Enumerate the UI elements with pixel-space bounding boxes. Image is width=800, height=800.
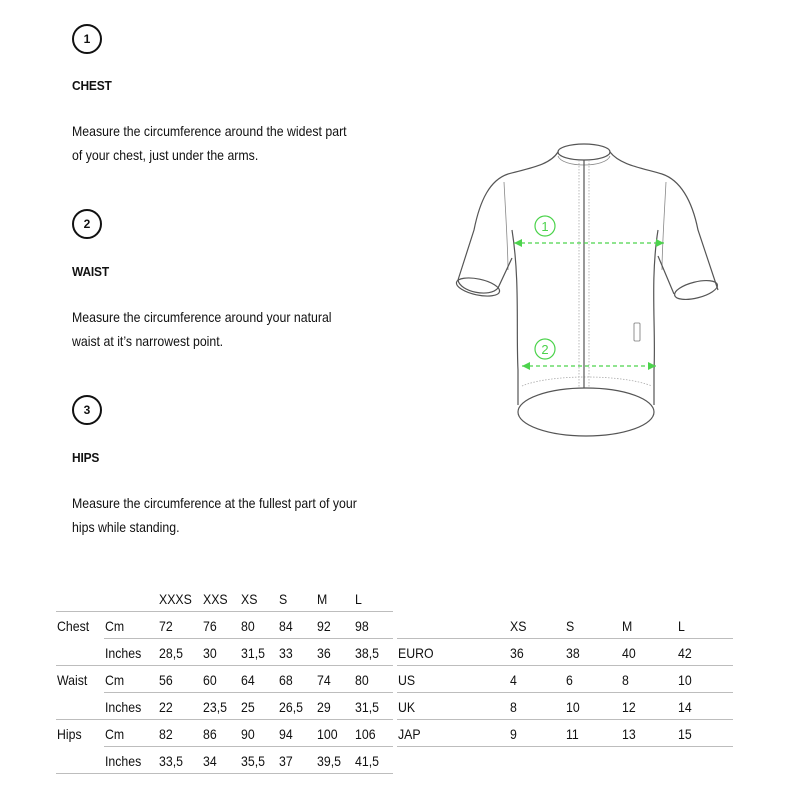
table-cell: 31,5 (355, 699, 379, 715)
col-header: L (355, 591, 362, 607)
divider (397, 638, 733, 639)
table-cell: 10 (566, 699, 580, 715)
table-cell: 4 (510, 672, 517, 688)
table-cell: 31,5 (241, 645, 265, 661)
table-cell: 26,5 (279, 699, 303, 715)
table-cell: 12 (622, 699, 636, 715)
table-cell: 33 (279, 645, 293, 661)
table-cell: 68 (279, 672, 293, 688)
col-header: S (566, 618, 575, 634)
table-cell: 82 (159, 726, 173, 742)
table-cell: 80 (355, 672, 369, 688)
step-chest (72, 24, 412, 163)
table-cell: 36 (510, 645, 524, 661)
table-cell: 76 (203, 618, 217, 634)
table-cell: 33,5 (159, 753, 183, 769)
table-cell: 28,5 (159, 645, 183, 661)
row-group-label: Hips (57, 726, 82, 742)
table-cell: 98 (355, 618, 369, 634)
table-cell: 56 (159, 672, 173, 688)
step-description-line-1: Measure the circumference around your natural (72, 309, 332, 325)
divider (397, 719, 733, 720)
divider (56, 665, 393, 666)
row-unit-label: Inches (105, 753, 142, 769)
step-description-line-1: Measure the circumference around the widest part (72, 123, 347, 139)
table-cell: 15 (678, 726, 692, 742)
table-cell: 10 (678, 672, 692, 688)
region-label: EURO (398, 645, 434, 661)
row-unit-label: Inches (105, 645, 142, 661)
table-cell: 84 (279, 618, 293, 634)
step-waist (72, 209, 412, 349)
chest-marker-label: 1 (541, 219, 549, 234)
table-cell: 40 (622, 645, 636, 661)
row-unit-label: Cm (105, 726, 125, 742)
col-header: S (279, 591, 288, 607)
divider (397, 665, 733, 666)
step-description-line-2: hips while standing. (72, 519, 180, 535)
step-description-line-2: waist at it’s narrowest point. (72, 333, 224, 349)
step-title: WAIST (72, 264, 109, 279)
table-cell: 94 (279, 726, 293, 742)
waist-marker-label: 2 (541, 342, 549, 357)
table-cell: 90 (241, 726, 255, 742)
divider (56, 611, 393, 612)
table-cell: 35,5 (241, 753, 265, 769)
table-cell: 74 (317, 672, 331, 688)
region-label: UK (398, 699, 416, 715)
table-cell: 86 (203, 726, 217, 742)
divider (104, 638, 393, 639)
step-number-badge: 1 (72, 24, 102, 54)
row-group-label: Chest (57, 618, 90, 634)
row-unit-label: Inches (105, 699, 142, 715)
col-header: L (678, 618, 685, 634)
divider (397, 746, 733, 747)
table-cell: 6 (566, 672, 573, 688)
table-cell: 36 (317, 645, 331, 661)
col-header: XS (510, 618, 527, 634)
table-cell: 39,5 (317, 753, 341, 769)
table-cell: 100 (317, 726, 338, 742)
row-unit-label: Cm (105, 672, 125, 688)
col-header: M (317, 591, 328, 607)
table-cell: 34 (203, 753, 217, 769)
row-unit-label: Cm (105, 618, 125, 634)
table-cell: 23,5 (203, 699, 227, 715)
step-title: HIPS (72, 450, 100, 465)
table-cell: 25 (241, 699, 255, 715)
table-cell: 80 (241, 618, 255, 634)
table-cell: 37 (279, 753, 293, 769)
divider (56, 719, 393, 720)
table-cell: 11 (566, 726, 579, 742)
col-header: M (622, 618, 633, 634)
step-number-badge: 2 (72, 209, 102, 239)
step-number-badge: 3 (72, 395, 102, 425)
col-header: XXS (203, 591, 228, 607)
region-label: JAP (398, 726, 421, 742)
table-cell: 8 (510, 699, 517, 715)
divider (104, 746, 393, 747)
table-cell: 38,5 (355, 645, 379, 661)
table-cell: 64 (241, 672, 255, 688)
step-title: CHEST (72, 78, 112, 93)
jersey-diagram (450, 130, 720, 450)
divider (104, 692, 393, 693)
col-header: XS (241, 591, 258, 607)
table-cell: 72 (159, 618, 173, 634)
table-cell: 22 (159, 699, 173, 715)
table-cell: 41,5 (355, 753, 379, 769)
table-cell: 60 (203, 672, 217, 688)
table-cell: 38 (566, 645, 580, 661)
step-hips (72, 395, 412, 535)
step-description-line-2: of your chest, just under the arms. (72, 147, 259, 163)
region-label: US (398, 672, 416, 688)
table-cell: 106 (355, 726, 376, 742)
table-cell: 92 (317, 618, 331, 634)
col-header: XXXS (159, 591, 192, 607)
divider (397, 692, 733, 693)
table-cell: 42 (678, 645, 692, 661)
row-group-label: Waist (57, 672, 88, 688)
table-cell: 13 (622, 726, 636, 742)
divider (56, 773, 393, 774)
table-cell: 30 (203, 645, 217, 661)
table-cell: 9 (510, 726, 517, 742)
table-cell: 8 (622, 672, 629, 688)
table-cell: 14 (678, 699, 692, 715)
table-cell: 29 (317, 699, 331, 715)
step-description-line-1: Measure the circumference at the fullest part of your (72, 495, 357, 511)
